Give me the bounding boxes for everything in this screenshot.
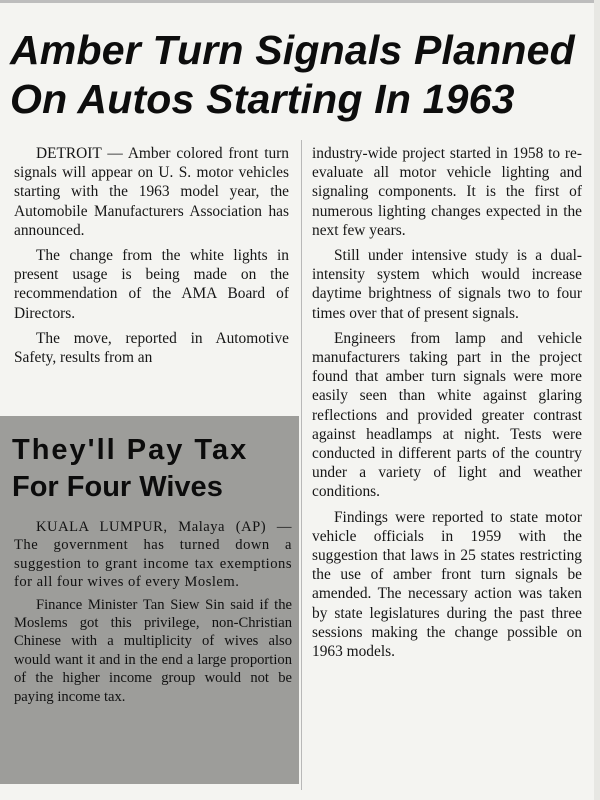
- page-edge: [594, 0, 600, 800]
- boxed-story-body: [14, 518, 292, 710]
- top-rule: [0, 0, 600, 3]
- boxed-story-headline-line1: They'll Pay Tax: [12, 434, 249, 466]
- main-story-paragraph: The move, reported in Automotive Safety, results from an: [14, 329, 289, 367]
- main-story-continued-paragraph: Still under intensive study is a dual-intensity system which would increase daytime brightness of signals two to four times over that of present signals.: [312, 247, 582, 322]
- main-story-column-left: [14, 144, 289, 406]
- main-headline-line1: Amber Turn Signals Planned: [10, 27, 575, 73]
- boxed-story-headline-line2: For Four Wives: [12, 471, 223, 503]
- boxed-story-paragraph: KUALA LUMPUR, Malaya (AP) — The government has turned down a suggestion to grant income tax exemptions for all four wives of every Moslem.: [14, 519, 292, 591]
- main-story-paragraph: DETROIT — Amber colored front turn signals will appear on U. S. motor vehicles starting with the 1963 model year, the Automobile Manufacturers Association has announced.: [14, 145, 289, 239]
- main-story-continued-paragraph: Engineers from lamp and vehicle manufacturers taking part in the project found that amber turn signals were more easily seen than white against glaring reflections and provided greater contrast against headlamps at night. Tests were conducted in different parts of the country under a variety of light and weather conditions.: [312, 329, 582, 501]
- main-story-column-right: [312, 144, 582, 667]
- main-headline: [10, 26, 595, 124]
- boxed-story-headline: [12, 432, 294, 506]
- main-story-paragraph: The change from the white lights in present usage is being made on the recommendation of the AMA Board of Directors.: [14, 247, 289, 322]
- boxed-story-paragraph: Finance Minister Tan Siew Sin said if the Moslems got this privilege, non-Christian Chinese with a multiplicity of wives also would want it and in the end a large proportion of the higher income group would not be paying income tax.: [14, 596, 292, 705]
- main-story-continued-paragraph: industry-wide project started in 1958 to re-evaluate all motor vehicle lighting and signaling components. It is the first of numerous lighting changes expected in the next few years.: [312, 145, 582, 239]
- main-headline-line2: On Autos Starting In 1963: [10, 76, 515, 122]
- column-divider: [301, 140, 302, 790]
- main-story-continued-paragraph: Findings were reported to state motor vehicle officials in 1959 with the suggestion that laws in 25 states restricting the use of amber front turn signals be amended. The necessary action was taken by state legislatures during the past three sessions making the change possible on 1963 models.: [312, 508, 582, 661]
